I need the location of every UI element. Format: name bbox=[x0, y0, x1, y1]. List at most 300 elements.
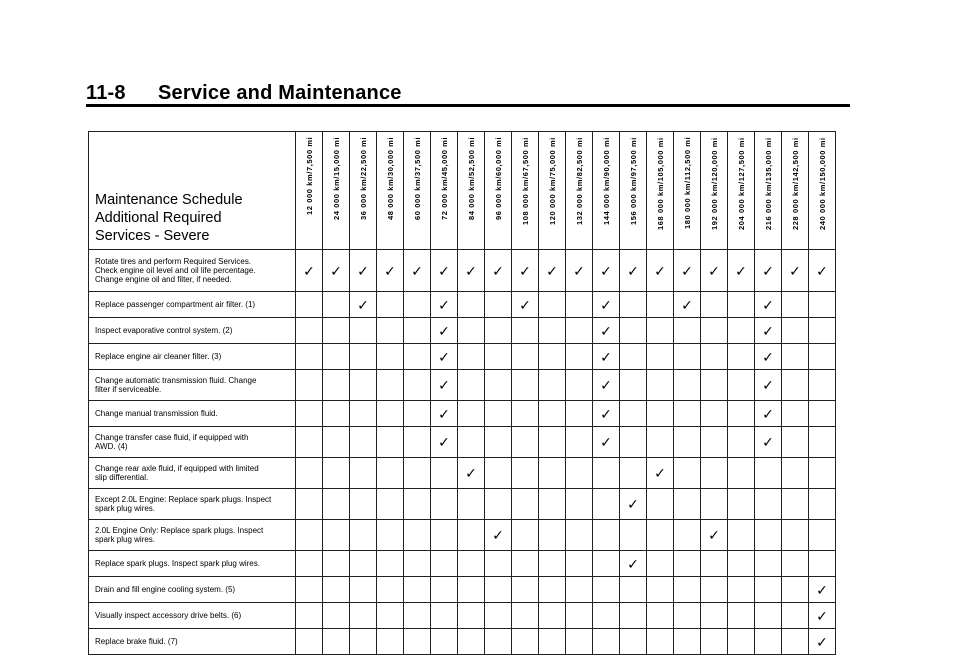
empty-cell bbox=[728, 603, 755, 629]
service-task-line: Replace passenger compartment air filter. (1) bbox=[95, 300, 256, 309]
empty-cell bbox=[728, 489, 755, 520]
table-row bbox=[89, 551, 836, 577]
service-task bbox=[89, 250, 296, 292]
table-row bbox=[89, 629, 836, 655]
empty-cell bbox=[593, 577, 620, 603]
empty-cell bbox=[782, 292, 809, 318]
empty-cell bbox=[539, 489, 566, 520]
empty-cell bbox=[701, 577, 728, 603]
interval-header bbox=[539, 132, 566, 250]
empty-cell bbox=[701, 344, 728, 370]
check-icon: ✓ bbox=[701, 520, 728, 551]
empty-cell bbox=[782, 427, 809, 458]
table-title-line: Additional Required bbox=[95, 210, 222, 226]
empty-cell bbox=[431, 577, 458, 603]
interval-label: 228 000 km/142,500 mi bbox=[790, 137, 800, 230]
check-icon: ✓ bbox=[431, 250, 458, 292]
empty-cell bbox=[350, 344, 377, 370]
service-task bbox=[89, 520, 296, 551]
empty-cell bbox=[485, 401, 512, 427]
interval-label: 240 000 km/150,000 mi bbox=[817, 137, 827, 230]
service-task bbox=[89, 292, 296, 318]
empty-cell bbox=[620, 458, 647, 489]
empty-cell bbox=[485, 458, 512, 489]
interval-label: 108 000 km/67,500 mi bbox=[520, 137, 530, 225]
check-icon: ✓ bbox=[350, 292, 377, 318]
check-icon: ✓ bbox=[647, 250, 674, 292]
empty-cell bbox=[593, 551, 620, 577]
interval-label: 204 000 km/127,500 mi bbox=[736, 137, 746, 230]
schedule-body bbox=[89, 250, 836, 655]
empty-cell bbox=[377, 401, 404, 427]
interval-header-row bbox=[89, 132, 836, 250]
empty-cell bbox=[296, 318, 323, 344]
empty-cell bbox=[404, 344, 431, 370]
empty-cell bbox=[296, 344, 323, 370]
empty-cell bbox=[323, 344, 350, 370]
interval-header bbox=[809, 132, 836, 250]
empty-cell bbox=[323, 292, 350, 318]
empty-cell bbox=[485, 370, 512, 401]
service-task bbox=[89, 344, 296, 370]
check-icon: ✓ bbox=[620, 551, 647, 577]
interval-label: 24 000 km/15,000 mi bbox=[331, 137, 341, 221]
section-title: Service and Maintenance bbox=[158, 82, 402, 104]
empty-cell bbox=[350, 551, 377, 577]
empty-cell bbox=[566, 577, 593, 603]
interval-header bbox=[377, 132, 404, 250]
empty-cell bbox=[539, 551, 566, 577]
empty-cell bbox=[458, 520, 485, 551]
interval-label: 60 000 km/37,500 mi bbox=[412, 137, 422, 221]
empty-cell bbox=[512, 577, 539, 603]
interval-label: 48 000 km/30,000 mi bbox=[385, 137, 395, 221]
empty-cell bbox=[431, 629, 458, 655]
empty-cell bbox=[674, 458, 701, 489]
empty-cell bbox=[674, 427, 701, 458]
service-task-line: Inspect evaporative control system. (2) bbox=[95, 326, 233, 335]
check-icon: ✓ bbox=[377, 250, 404, 292]
empty-cell bbox=[809, 520, 836, 551]
empty-cell bbox=[728, 401, 755, 427]
empty-cell bbox=[458, 603, 485, 629]
empty-cell bbox=[620, 629, 647, 655]
empty-cell bbox=[593, 520, 620, 551]
empty-cell bbox=[485, 577, 512, 603]
table-row bbox=[89, 250, 836, 292]
empty-cell bbox=[512, 458, 539, 489]
interval-label: 132 000 km/82,500 mi bbox=[574, 137, 584, 225]
empty-cell bbox=[809, 292, 836, 318]
empty-cell bbox=[809, 370, 836, 401]
check-icon: ✓ bbox=[809, 577, 836, 603]
empty-cell bbox=[458, 370, 485, 401]
empty-cell bbox=[377, 551, 404, 577]
check-icon: ✓ bbox=[593, 370, 620, 401]
empty-cell bbox=[296, 520, 323, 551]
empty-cell bbox=[458, 427, 485, 458]
check-icon: ✓ bbox=[593, 250, 620, 292]
interval-header bbox=[566, 132, 593, 250]
service-task-line: Change manual transmission fluid. bbox=[95, 409, 218, 418]
empty-cell bbox=[539, 292, 566, 318]
empty-cell bbox=[728, 520, 755, 551]
empty-cell bbox=[512, 520, 539, 551]
empty-cell bbox=[809, 344, 836, 370]
table-row bbox=[89, 427, 836, 458]
service-task-line: Change engine oil and filter, if needed. bbox=[95, 275, 232, 284]
empty-cell bbox=[404, 629, 431, 655]
check-icon: ✓ bbox=[755, 318, 782, 344]
empty-cell bbox=[674, 401, 701, 427]
check-icon: ✓ bbox=[458, 250, 485, 292]
empty-cell bbox=[593, 458, 620, 489]
service-task bbox=[89, 318, 296, 344]
empty-cell bbox=[431, 520, 458, 551]
empty-cell bbox=[728, 629, 755, 655]
check-icon: ✓ bbox=[701, 250, 728, 292]
check-icon: ✓ bbox=[539, 250, 566, 292]
check-icon: ✓ bbox=[809, 603, 836, 629]
check-icon: ✓ bbox=[755, 370, 782, 401]
check-icon: ✓ bbox=[755, 344, 782, 370]
empty-cell bbox=[755, 577, 782, 603]
empty-cell bbox=[701, 629, 728, 655]
check-icon: ✓ bbox=[593, 344, 620, 370]
empty-cell bbox=[512, 629, 539, 655]
empty-cell bbox=[377, 629, 404, 655]
empty-cell bbox=[674, 318, 701, 344]
check-icon: ✓ bbox=[809, 250, 836, 292]
empty-cell bbox=[620, 344, 647, 370]
empty-cell bbox=[755, 551, 782, 577]
service-task bbox=[89, 603, 296, 629]
interval-header bbox=[593, 132, 620, 250]
empty-cell bbox=[782, 629, 809, 655]
service-task-line: Change rear axle fluid, if equipped with limited bbox=[95, 464, 259, 473]
empty-cell bbox=[701, 427, 728, 458]
empty-cell bbox=[647, 603, 674, 629]
check-icon: ✓ bbox=[647, 458, 674, 489]
empty-cell bbox=[350, 603, 377, 629]
empty-cell bbox=[620, 318, 647, 344]
table-row bbox=[89, 577, 836, 603]
empty-cell bbox=[647, 344, 674, 370]
check-icon: ✓ bbox=[755, 250, 782, 292]
check-icon: ✓ bbox=[620, 489, 647, 520]
empty-cell bbox=[647, 551, 674, 577]
empty-cell bbox=[782, 344, 809, 370]
interval-header bbox=[485, 132, 512, 250]
empty-cell bbox=[701, 603, 728, 629]
interval-label: 72 000 km/45,000 mi bbox=[439, 137, 449, 221]
empty-cell bbox=[458, 401, 485, 427]
empty-cell bbox=[323, 577, 350, 603]
check-icon: ✓ bbox=[593, 401, 620, 427]
empty-cell bbox=[566, 629, 593, 655]
empty-cell bbox=[377, 489, 404, 520]
header-rule bbox=[86, 104, 850, 107]
table-title-line: Maintenance Schedule bbox=[95, 192, 243, 208]
interval-header bbox=[458, 132, 485, 250]
empty-cell bbox=[782, 520, 809, 551]
check-icon: ✓ bbox=[350, 250, 377, 292]
empty-cell bbox=[512, 427, 539, 458]
empty-cell bbox=[296, 489, 323, 520]
empty-cell bbox=[350, 629, 377, 655]
empty-cell bbox=[566, 344, 593, 370]
empty-cell bbox=[377, 318, 404, 344]
empty-cell bbox=[593, 629, 620, 655]
empty-cell bbox=[485, 427, 512, 458]
table-row bbox=[89, 318, 836, 344]
empty-cell bbox=[296, 370, 323, 401]
empty-cell bbox=[782, 318, 809, 344]
empty-cell bbox=[674, 489, 701, 520]
empty-cell bbox=[431, 458, 458, 489]
service-task-line: Visually inspect accessory drive belts. (6) bbox=[95, 611, 242, 620]
empty-cell bbox=[620, 427, 647, 458]
check-icon: ✓ bbox=[431, 318, 458, 344]
empty-cell bbox=[782, 370, 809, 401]
empty-cell bbox=[728, 292, 755, 318]
empty-cell bbox=[755, 603, 782, 629]
interval-label: 36 000 km/22,500 mi bbox=[358, 137, 368, 221]
empty-cell bbox=[377, 603, 404, 629]
empty-cell bbox=[647, 318, 674, 344]
empty-cell bbox=[701, 458, 728, 489]
empty-cell bbox=[701, 370, 728, 401]
empty-cell bbox=[323, 401, 350, 427]
service-task-line: Drain and fill engine cooling system. (5) bbox=[95, 585, 236, 594]
interval-label: 120 000 km/75,000 mi bbox=[547, 137, 557, 225]
empty-cell bbox=[539, 427, 566, 458]
interval-header bbox=[782, 132, 809, 250]
empty-cell bbox=[620, 370, 647, 401]
service-task-line: slip differential. bbox=[95, 473, 149, 482]
check-icon: ✓ bbox=[674, 250, 701, 292]
empty-cell bbox=[701, 489, 728, 520]
empty-cell bbox=[620, 401, 647, 427]
empty-cell bbox=[593, 603, 620, 629]
check-icon: ✓ bbox=[431, 370, 458, 401]
empty-cell bbox=[323, 629, 350, 655]
empty-cell bbox=[458, 577, 485, 603]
check-icon: ✓ bbox=[512, 250, 539, 292]
empty-cell bbox=[539, 318, 566, 344]
empty-cell bbox=[485, 551, 512, 577]
interval-label: 144 000 km/90,000 mi bbox=[601, 137, 611, 225]
empty-cell bbox=[539, 520, 566, 551]
empty-cell bbox=[485, 489, 512, 520]
empty-cell bbox=[728, 318, 755, 344]
empty-cell bbox=[512, 318, 539, 344]
table-row bbox=[89, 489, 836, 520]
empty-cell bbox=[701, 551, 728, 577]
empty-cell bbox=[674, 577, 701, 603]
empty-cell bbox=[701, 401, 728, 427]
empty-cell bbox=[566, 489, 593, 520]
empty-cell bbox=[485, 603, 512, 629]
empty-cell bbox=[458, 551, 485, 577]
empty-cell bbox=[809, 318, 836, 344]
service-task bbox=[89, 427, 296, 458]
empty-cell bbox=[404, 577, 431, 603]
empty-cell bbox=[620, 520, 647, 551]
check-icon: ✓ bbox=[620, 250, 647, 292]
empty-cell bbox=[296, 458, 323, 489]
service-task bbox=[89, 401, 296, 427]
interval-label: 168 000 km/105,000 mi bbox=[655, 137, 665, 230]
empty-cell bbox=[458, 344, 485, 370]
empty-cell bbox=[323, 489, 350, 520]
empty-cell bbox=[674, 629, 701, 655]
empty-cell bbox=[404, 318, 431, 344]
empty-cell bbox=[512, 603, 539, 629]
check-icon: ✓ bbox=[485, 250, 512, 292]
interval-label: 96 000 km/60,000 mi bbox=[493, 137, 503, 221]
interval-header bbox=[323, 132, 350, 250]
empty-cell bbox=[431, 489, 458, 520]
empty-cell bbox=[350, 489, 377, 520]
service-task bbox=[89, 489, 296, 520]
empty-cell bbox=[674, 344, 701, 370]
service-task-line: Except 2.0L Engine: Replace spark plugs. Inspect bbox=[95, 495, 272, 504]
service-task-line: Rotate tires and perform Required Services. bbox=[95, 257, 252, 266]
interval-header bbox=[620, 132, 647, 250]
empty-cell bbox=[458, 318, 485, 344]
interval-label: 216 000 km/135,000 mi bbox=[763, 137, 773, 230]
service-task bbox=[89, 458, 296, 489]
empty-cell bbox=[404, 489, 431, 520]
maintenance-schedule-table bbox=[88, 131, 836, 655]
interval-header bbox=[728, 132, 755, 250]
empty-cell bbox=[323, 520, 350, 551]
empty-cell bbox=[782, 401, 809, 427]
check-icon: ✓ bbox=[755, 401, 782, 427]
empty-cell bbox=[566, 427, 593, 458]
table-title bbox=[89, 132, 296, 250]
empty-cell bbox=[809, 551, 836, 577]
empty-cell bbox=[485, 292, 512, 318]
empty-cell bbox=[296, 401, 323, 427]
empty-cell bbox=[377, 427, 404, 458]
check-icon: ✓ bbox=[674, 292, 701, 318]
empty-cell bbox=[350, 458, 377, 489]
table-row bbox=[89, 458, 836, 489]
empty-cell bbox=[809, 401, 836, 427]
empty-cell bbox=[566, 458, 593, 489]
empty-cell bbox=[458, 489, 485, 520]
interval-header bbox=[350, 132, 377, 250]
check-icon: ✓ bbox=[512, 292, 539, 318]
empty-cell bbox=[323, 603, 350, 629]
check-icon: ✓ bbox=[458, 458, 485, 489]
empty-cell bbox=[296, 427, 323, 458]
interval-label: 84 000 km/52,500 mi bbox=[466, 137, 476, 221]
empty-cell bbox=[350, 427, 377, 458]
empty-cell bbox=[485, 318, 512, 344]
empty-cell bbox=[701, 292, 728, 318]
empty-cell bbox=[296, 603, 323, 629]
empty-cell bbox=[323, 427, 350, 458]
interval-label: 156 000 km/97,500 mi bbox=[628, 137, 638, 225]
empty-cell bbox=[755, 489, 782, 520]
empty-cell bbox=[701, 318, 728, 344]
check-icon: ✓ bbox=[593, 318, 620, 344]
service-task-line: Change automatic transmission fluid. Change bbox=[95, 376, 257, 385]
interval-label: 12 000 km/7,500 mi bbox=[304, 137, 314, 216]
service-task-line: filter if serviceable. bbox=[95, 385, 162, 394]
interval-header bbox=[296, 132, 323, 250]
check-icon: ✓ bbox=[431, 292, 458, 318]
empty-cell bbox=[647, 577, 674, 603]
service-task-line: spark plug wires. bbox=[95, 504, 156, 513]
empty-cell bbox=[782, 458, 809, 489]
empty-cell bbox=[674, 370, 701, 401]
empty-cell bbox=[539, 577, 566, 603]
empty-cell bbox=[404, 401, 431, 427]
empty-cell bbox=[323, 318, 350, 344]
empty-cell bbox=[350, 401, 377, 427]
empty-cell bbox=[404, 458, 431, 489]
service-task-line: AWD. (4) bbox=[95, 442, 128, 451]
check-icon: ✓ bbox=[782, 250, 809, 292]
interval-header bbox=[404, 132, 431, 250]
empty-cell bbox=[377, 292, 404, 318]
interval-header bbox=[512, 132, 539, 250]
empty-cell bbox=[728, 458, 755, 489]
interval-header bbox=[755, 132, 782, 250]
interval-header bbox=[701, 132, 728, 250]
table-row bbox=[89, 520, 836, 551]
empty-cell bbox=[539, 344, 566, 370]
empty-cell bbox=[728, 344, 755, 370]
check-icon: ✓ bbox=[485, 520, 512, 551]
service-task-line: Replace spark plugs. Inspect spark plug wires. bbox=[95, 559, 260, 568]
empty-cell bbox=[404, 551, 431, 577]
empty-cell bbox=[620, 292, 647, 318]
empty-cell bbox=[377, 344, 404, 370]
empty-cell bbox=[728, 551, 755, 577]
empty-cell bbox=[485, 629, 512, 655]
check-icon: ✓ bbox=[431, 401, 458, 427]
empty-cell bbox=[809, 458, 836, 489]
empty-cell bbox=[647, 629, 674, 655]
service-task-line: Replace brake fluid. (7) bbox=[95, 637, 178, 646]
check-icon: ✓ bbox=[431, 344, 458, 370]
empty-cell bbox=[647, 292, 674, 318]
empty-cell bbox=[647, 401, 674, 427]
empty-cell bbox=[674, 603, 701, 629]
check-icon: ✓ bbox=[323, 250, 350, 292]
empty-cell bbox=[431, 551, 458, 577]
empty-cell bbox=[350, 577, 377, 603]
empty-cell bbox=[809, 427, 836, 458]
interval-header bbox=[674, 132, 701, 250]
empty-cell bbox=[539, 458, 566, 489]
empty-cell bbox=[647, 370, 674, 401]
service-task bbox=[89, 629, 296, 655]
empty-cell bbox=[404, 370, 431, 401]
page-header bbox=[86, 82, 402, 105]
check-icon: ✓ bbox=[593, 427, 620, 458]
empty-cell bbox=[512, 489, 539, 520]
empty-cell bbox=[782, 577, 809, 603]
empty-cell bbox=[593, 489, 620, 520]
table-title-line: Services - Severe bbox=[95, 228, 210, 244]
empty-cell bbox=[323, 458, 350, 489]
